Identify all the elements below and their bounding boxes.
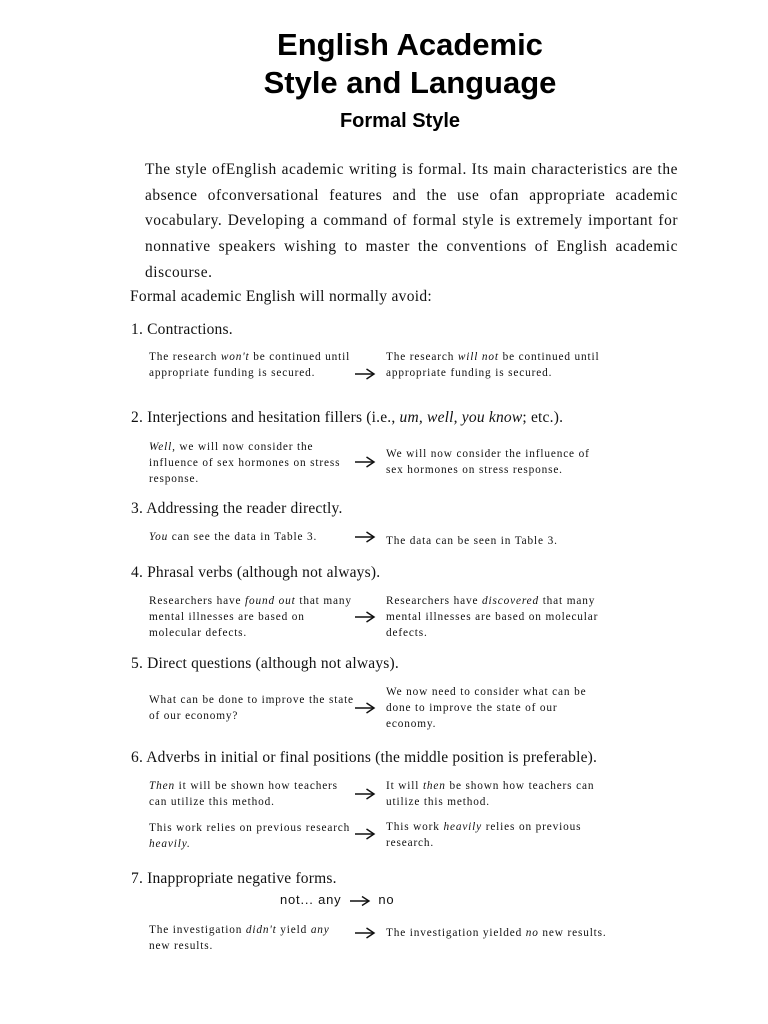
- arrow-icon: [354, 455, 376, 469]
- document-title-line-1: English Academic: [277, 27, 543, 62]
- formal-example: Researchers have discovered that many mental illnesses are based on molecular defects.: [386, 595, 599, 639]
- informal-example: Researchers have found out that many mental illnesses are based on molecular defects.: [149, 595, 352, 639]
- formal-example: We will now consider the influence of sex hormones on stress response.: [386, 448, 590, 476]
- informal-example: You can see the data in Table 3.: [149, 531, 318, 543]
- informal-example: What can be done to improve the state of our economy?: [149, 694, 354, 722]
- section-heading-addressing-reader: 3. Addressing the reader directly.: [131, 500, 343, 517]
- arrow-icon: [354, 787, 376, 801]
- section-heading-contractions: 1. Contractions.: [131, 321, 233, 338]
- formal-example: We now need to consider what can be done to improve the state of our economy.: [386, 686, 587, 730]
- formal-example: This work heavily relies on previous research.: [386, 821, 582, 849]
- formula-formal: no: [378, 892, 395, 907]
- arrow-icon: [354, 827, 376, 841]
- formal-example: The investigation yielded no new results.: [386, 927, 607, 939]
- intro-paragraph: The style ofEnglish academic writing is formal. Its main characteristics are the absence ofconversational features and the use ofan appropriate academic vocabulary. Developing a command of formal style is extremely important for nonnative speakers wishing to master the conventions of English academic discourse.: [145, 161, 678, 281]
- arrow-icon: [349, 895, 371, 907]
- section-heading-adverbs: 6. Adverbs in initial or final positions (the middle position is preferable).: [131, 749, 598, 766]
- arrow-icon: [354, 926, 376, 940]
- formula-informal: not... any: [280, 892, 342, 907]
- arrow-icon: [354, 367, 376, 381]
- informal-example: The research won't be continued until appropriate funding is secured.: [149, 351, 351, 379]
- section-heading-direct-questions: 5. Direct questions (although not always).: [131, 655, 399, 672]
- document-subtitle: Formal Style: [339, 110, 461, 132]
- formal-example: The research will not be continued until appropriate funding is secured.: [386, 351, 600, 379]
- informal-example: The investigation didn't yield any new results.: [149, 924, 330, 952]
- negative-form-formula: [280, 892, 394, 907]
- avoid-label: Formal academic English will normally avoid:: [130, 288, 433, 305]
- informal-example: Then it will be shown how teachers can utilize this method.: [149, 780, 338, 808]
- formal-example: It will then be shown how teachers can utilize this method.: [386, 780, 595, 808]
- arrow-icon: [354, 701, 376, 715]
- informal-example: This work relies on previous research heavily.: [149, 822, 351, 850]
- document-title-line-2: Style and Language: [263, 65, 557, 100]
- arrow-icon: [354, 610, 376, 624]
- section-heading-negative-forms: 7. Inappropriate negative forms.: [131, 870, 337, 887]
- section-heading-interjections: 2. Interjections and hesitation fillers (i.e., um, well, you know; etc.).: [131, 409, 564, 426]
- informal-example: Well, we will now consider the influence of sex hormones on stress response.: [149, 441, 341, 485]
- arrow-icon: [354, 530, 376, 544]
- formal-example: The data can be seen in Table 3.: [386, 535, 558, 547]
- section-heading-phrasal-verbs: 4. Phrasal verbs (although not always).: [131, 564, 381, 581]
